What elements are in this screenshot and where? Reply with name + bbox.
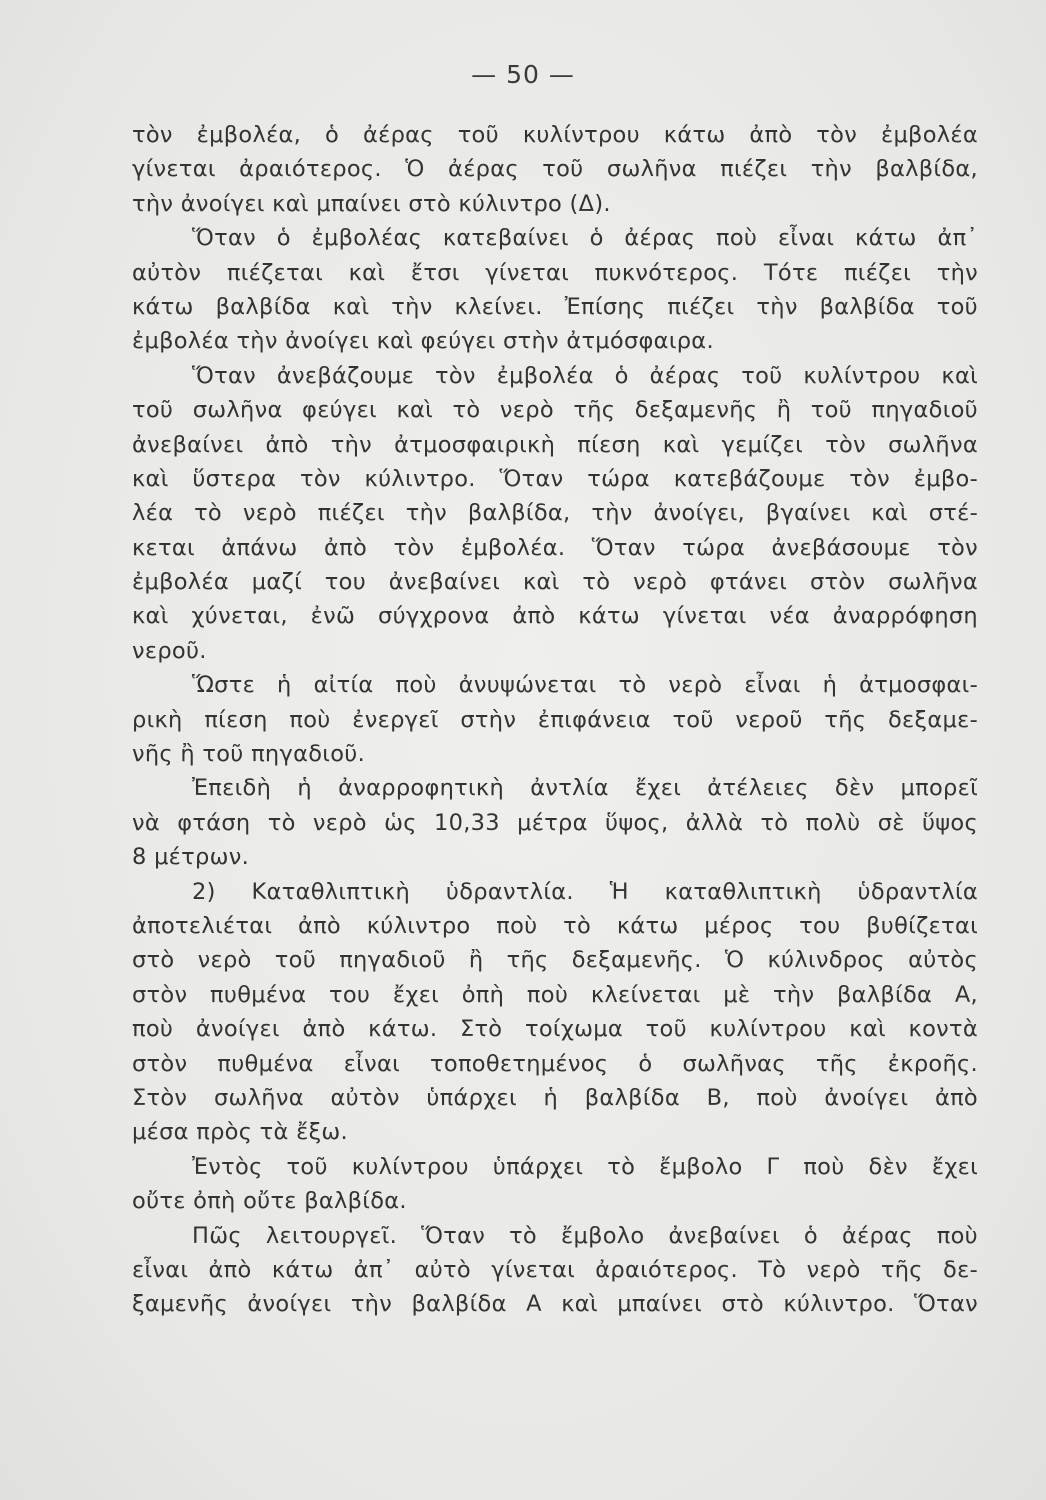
text-line: ποὺ ἀνοίγει ἀπὸ κάτω. Στὸ τοίχωμα τοῦ κυλίντρου καὶ κοντὰ [132, 1016, 978, 1043]
text-line: ἐμβολέα μαζί του ἀνεβαίνει καὶ τὸ νερὸ φτάνει στὸν σωλῆνα [132, 569, 978, 596]
text-line: ἐμβολέα τὴν ἀνοίγει καὶ φεύγει στὴν ἀτμόσφαιρα. [132, 328, 714, 355]
text-line: 2) Καταθλιπτικὴ ὑδραντλία. Ἡ καταθλιπτικὴ ὑδραντλία [192, 878, 978, 905]
text-line: καὶ ὕστερα τὸν κύλιντρο. Ὅταν τώρα κατεβάζουμε τὸν ἐμβο- [132, 465, 978, 492]
text-line: ἀνεβαίνει ἀπὸ τὴν ἀτμοσφαιρικὴ πίεση καὶ γεμίζει τὸν σωλῆνα [132, 431, 978, 458]
text-line: Ἐντὸς τοῦ κυλίντρου ὑπάρχει τὸ ἔμβολο Γ ποὺ δὲν ἔχει [192, 1153, 978, 1180]
text-line: νὰ φτάση τὸ νερὸ ὡς 10,33 μέτρα ὕψος, ἀλλὰ τὸ πολὺ σὲ ὕψος [132, 809, 978, 836]
text-line: οὔτε ὀπὴ οὔτε βαλβίδα. [132, 1188, 407, 1215]
text-line: τὴν ἀνοίγει καὶ μπαίνει στὸ κύλιντρο (Δ). [132, 190, 611, 217]
text-line: Ὅταν ὁ ἐμβολέας κατεβαίνει ὁ ἀέρας ποὺ εἶναι κάτω ἀπ᾿ [192, 225, 978, 252]
text-line: νεροῦ. [132, 637, 207, 664]
page-number: — 50 — [471, 60, 575, 89]
text-line: νῆς ἢ τοῦ πηγαδιοῦ. [132, 741, 366, 768]
text-line: εἶναι ἀπὸ κάτω ἀπ᾿ αὐτὸ γίνεται ἀραιότερος. Τὸ νερὸ τῆς δε- [132, 1256, 978, 1283]
text-line: γίνεται ἀραιότερος. Ὁ ἀέρας τοῦ σωλῆνα πιέζει τὴν βαλβίδα, [132, 156, 978, 183]
text-line: Ὅταν ἀνεβάζουμε τὸν ἐμβολέα ὁ ἀέρας τοῦ κυλίντρου καὶ [192, 362, 978, 389]
text-line: τοῦ σωλῆνα φεύγει καὶ τὸ νερὸ τῆς δεξαμενῆς ἢ τοῦ πηγαδιοῦ [132, 397, 978, 424]
text-line: λέα τὸ νερὸ πιέζει τὴν βαλβίδα, τὴν ἀνοίγει, βγαίνει καὶ στέ- [132, 500, 978, 527]
body-text [132, 118, 978, 1322]
text-line: κεται ἀπάνω ἀπὸ τὸν ἐμβολέα. Ὅταν τώρα ἀνεβάσουμε τὸν [132, 534, 978, 561]
text-line: ἀποτελιέται ἀπὸ κύλιντρο ποὺ τὸ κάτω μέρος του βυθίζεται [132, 912, 978, 939]
text-line: αὐτὸν πιέζεται καὶ ἔτσι γίνεται πυκνότερος. Τότε πιέζει τὴν [132, 259, 978, 286]
text-line: τὸν ἐμβολέα, ὁ ἀέρας τοῦ κυλίντρου κάτω ἀπὸ τὸν ἐμβολέα [132, 122, 978, 148]
text-line: στὸ νερὸ τοῦ πηγαδιοῦ ἢ τῆς δεξαμενῆς. Ὁ κύλινδρος αὐτὸς [132, 947, 978, 974]
text-line: ξαμενῆς ἀνοίγει τὴν βαλβίδα Α καὶ μπαίνει στὸ κύλιντρο. Ὅταν [132, 1291, 978, 1318]
text-line: μέσα πρὸς τὰ ἔξω. [132, 1119, 349, 1146]
text-line: Στὸν σωλῆνα αὐτὸν ὑπάρχει ἡ βαλβίδα Β, ποὺ ἀνοίγει ἀπὸ [132, 1084, 978, 1111]
text-line: ρικὴ πίεση ποὺ ἐνεργεῖ στὴν ἐπιφάνεια τοῦ νεροῦ τῆς δεξαμε- [132, 706, 978, 733]
text-line: Πῶς λειτουργεῖ. Ὅταν τὸ ἔμβολο ἀνεβαίνει ὁ ἀέρας ποὺ [192, 1222, 978, 1249]
text-line: Ἐπειδὴ ἡ ἀναρροφητικὴ ἀντλία ἔχει ἀτέλειες δὲν μπορεῖ [192, 775, 978, 802]
text-line: καὶ χύνεται, ἐνῶ σύγχρονα ἀπὸ κάτω γίνεται νέα ἀναρρόφηση [132, 603, 978, 630]
text-line: στὸν πυθμένα του ἔχει ὀπὴ ποὺ κλείνεται μὲ τὴν βαλβίδα Α, [132, 981, 978, 1008]
text-line: στὸν πυθμένα εἶναι τοποθετημένος ὁ σωλῆνας τῆς ἐκροῆς. [132, 1050, 978, 1077]
text-line: 8 μέτρων. [132, 844, 250, 871]
text-line: Ὥστε ἡ αἰτία ποὺ ἀνυψώνεται τὸ νερὸ εἶναι ἡ ἀτμοσφαι- [192, 672, 978, 699]
text-line: κάτω βαλβίδα καὶ τὴν κλείνει. Ἐπίσης πιέζει τὴν βαλβίδα τοῦ [132, 293, 978, 320]
